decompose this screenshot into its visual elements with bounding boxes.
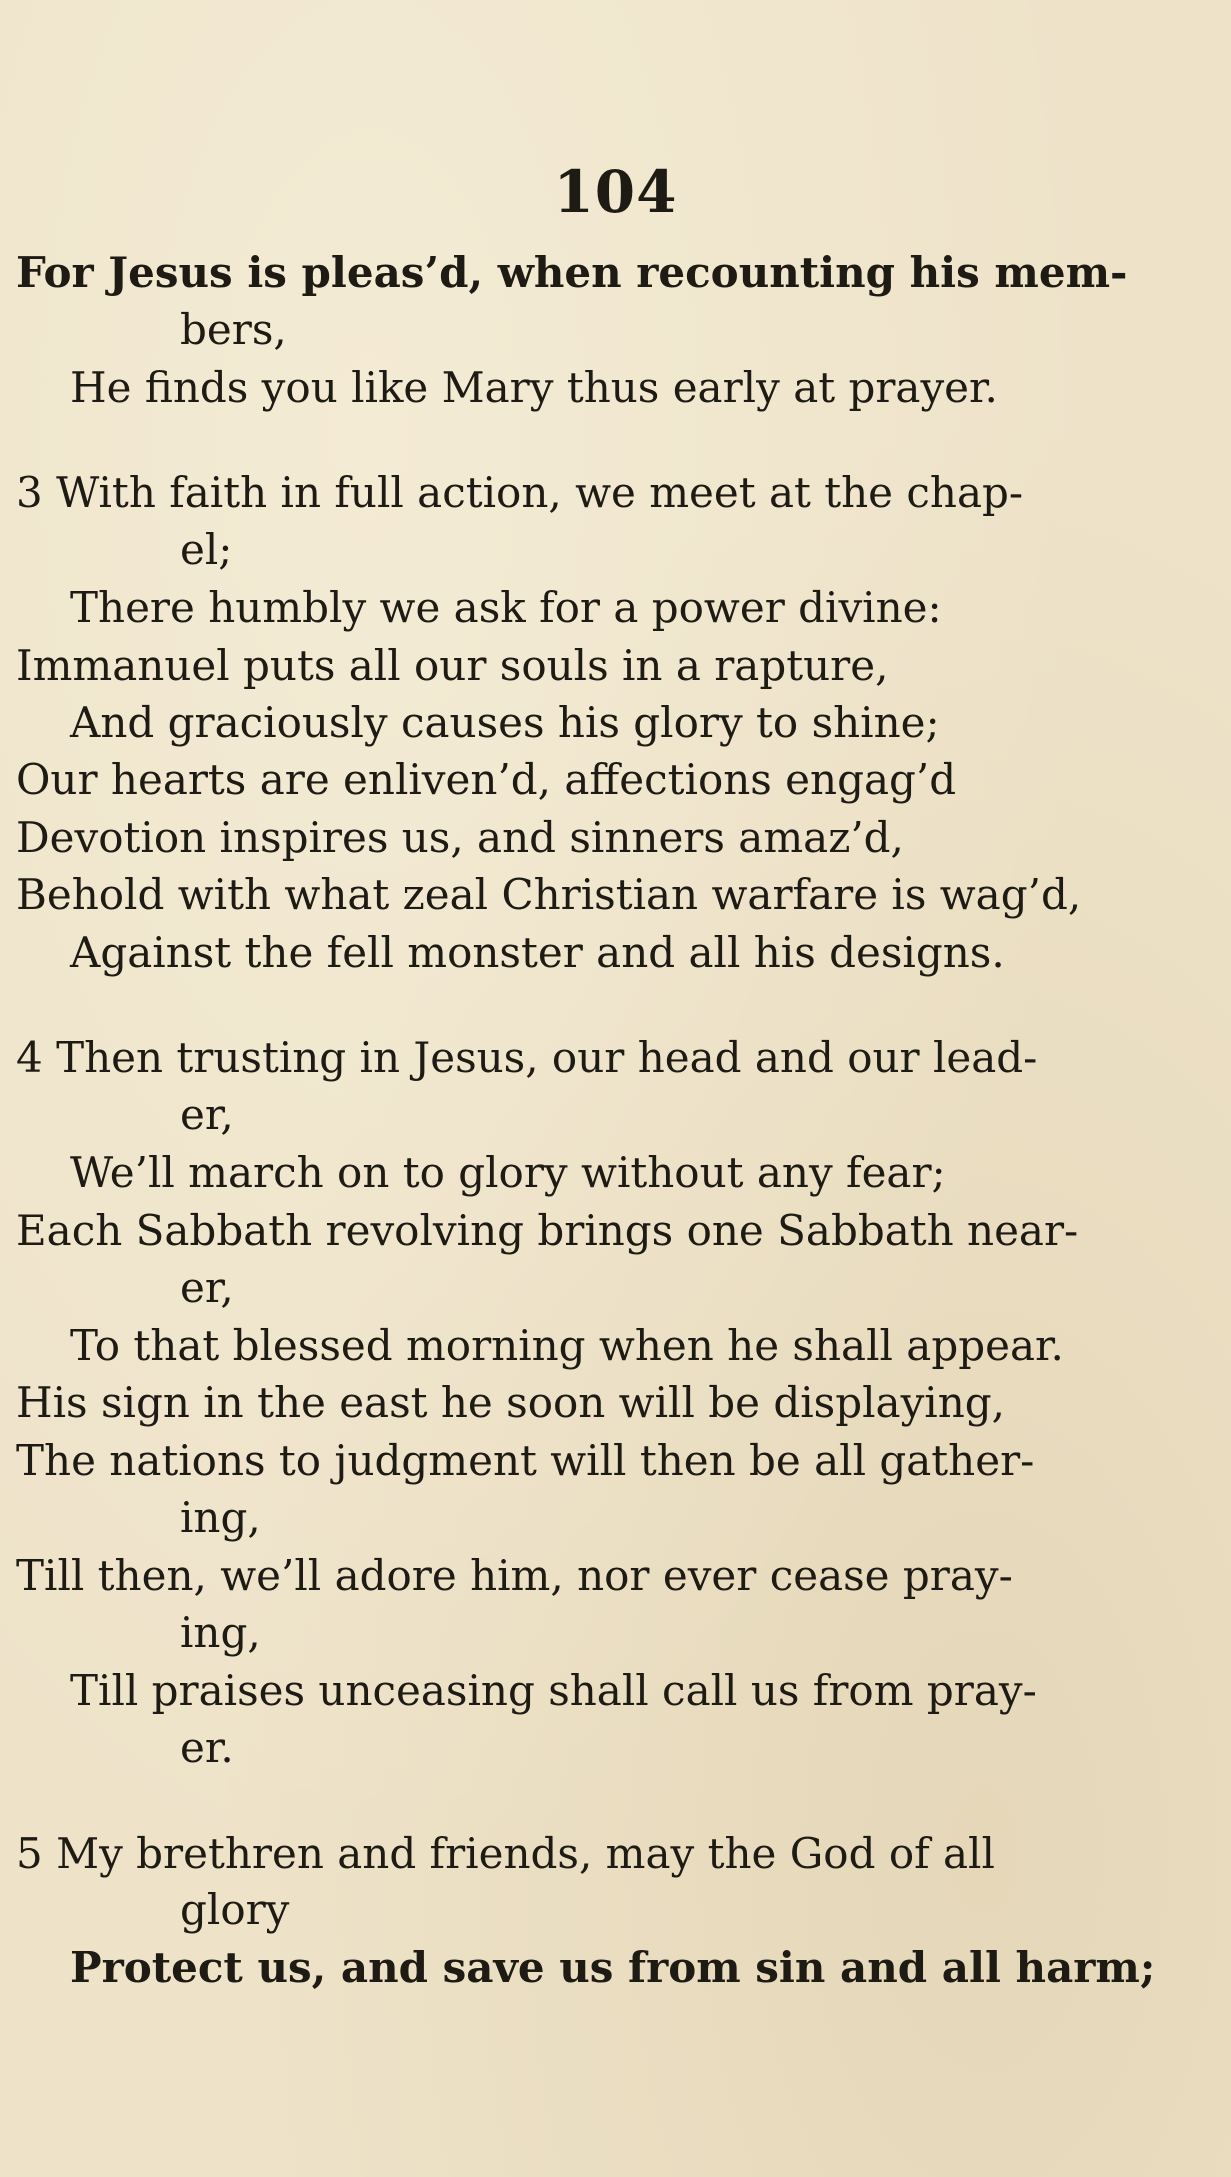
hymn-line: Till then, we’ll adore him, nor ever cease pray- xyxy=(16,1551,1013,1600)
hymn-line: glory xyxy=(180,1885,290,1934)
hymn-line: Our hearts are enliven’d, affections engag’d xyxy=(16,755,957,804)
hymn-line: To that blessed morning when he shall appear. xyxy=(70,1321,1064,1370)
hymn-line: 4 Then trusting in Jesus, our head and our lead- xyxy=(16,1033,1038,1082)
hymn-line: el; xyxy=(180,525,233,574)
hymn-line: ing, xyxy=(180,1608,261,1657)
hymn-line: Behold with what zeal Christian warfare is wag’d, xyxy=(16,870,1082,919)
hymn-line: We’ll march on to glory without any fear; xyxy=(70,1148,946,1197)
hymn-line: 5 My brethren and friends, may the God of all xyxy=(16,1829,995,1878)
hymn-line: Each Sabbath revolving brings one Sabbath near- xyxy=(16,1206,1079,1255)
hymn-line: There humbly we ask for a power divine: xyxy=(70,583,942,632)
hymn-line: His sign in the east he soon will be displaying, xyxy=(16,1378,1006,1427)
hymn-line: Immanuel puts all our souls in a rapture, xyxy=(16,641,889,690)
hymn-line: The nations to judgment will then be all gather- xyxy=(16,1436,1035,1485)
hymn-line: For Jesus is pleas’d, when recounting his mem- xyxy=(16,248,1128,297)
hymn-line: er, xyxy=(180,1263,234,1312)
hymn-line: bers, xyxy=(180,305,287,354)
hymn-line: Protect us, and save us from sin and all harm; xyxy=(70,1943,1156,1992)
hymn-line: He finds you like Mary thus early at prayer. xyxy=(70,363,998,412)
hymn-line: Devotion inspires us, and sinners amaz’d, xyxy=(16,813,904,862)
hymn-line: 3 With faith in full action, we meet at the chap- xyxy=(16,468,1024,517)
hymn-line: ing, xyxy=(180,1493,261,1542)
hymn-line: And graciously causes his glory to shine; xyxy=(70,698,940,747)
hymn-line: Till praises unceasing shall call us from pray- xyxy=(70,1666,1037,1715)
hymn-line: er, xyxy=(180,1090,234,1139)
page-number: 104 xyxy=(553,158,678,226)
hymn-line: er. xyxy=(180,1723,234,1772)
hymn-line: Against the fell monster and all his designs. xyxy=(70,928,1005,977)
